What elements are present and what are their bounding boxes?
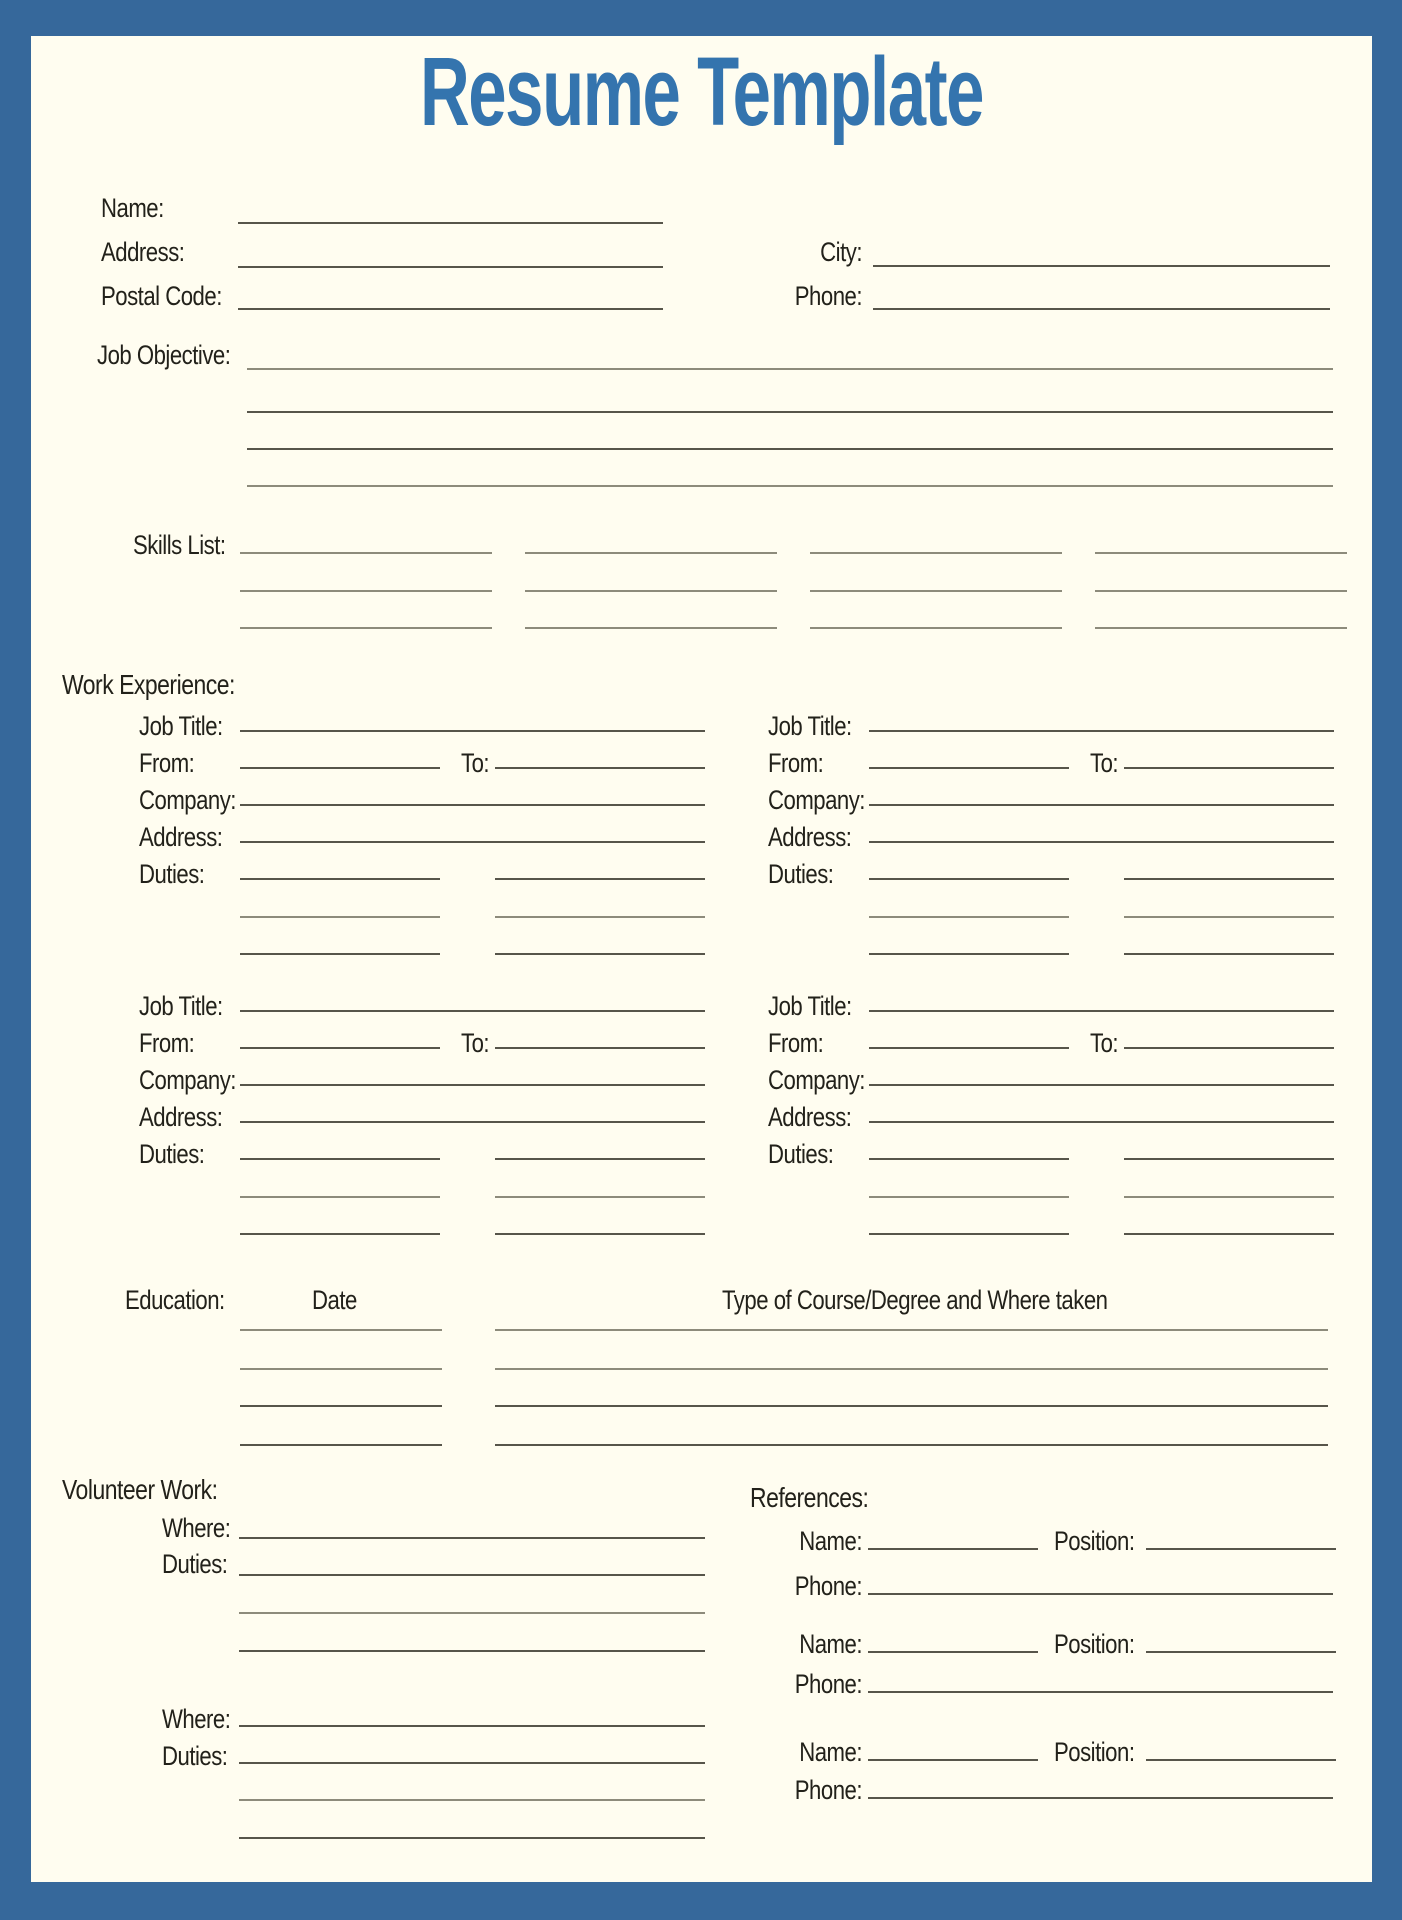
- ref-phone-line[interactable]: [868, 1691, 1333, 1693]
- duties-line[interactable]: [239, 1574, 705, 1576]
- duties-label: Duties:: [768, 1139, 834, 1169]
- duties-line[interactable]: [239, 1612, 705, 1614]
- ref-name-label: Name:: [799, 1526, 862, 1556]
- address-label: Address:: [139, 1102, 223, 1132]
- ref-phone-label: Phone:: [794, 1571, 862, 1601]
- from-label: From:: [768, 748, 824, 778]
- education-course-line[interactable]: [495, 1329, 1328, 1331]
- to-line[interactable]: [495, 1047, 705, 1049]
- job-objective-line[interactable]: [247, 411, 1333, 413]
- job-objective-label: Job Objective:: [97, 340, 231, 370]
- from-label: From:: [139, 1028, 195, 1058]
- ref-phone-label: Phone:: [794, 1669, 862, 1699]
- to-label: To:: [1090, 1028, 1119, 1058]
- duties-line[interactable]: [869, 1196, 1069, 1198]
- education-date-line[interactable]: [240, 1329, 442, 1331]
- duties-label: Duties:: [162, 1549, 228, 1579]
- references-heading: References:: [750, 1482, 869, 1513]
- ref-name-line[interactable]: [868, 1548, 1038, 1550]
- duties-line[interactable]: [1124, 1233, 1334, 1235]
- ref-position-line[interactable]: [1146, 1548, 1336, 1550]
- duties-line[interactable]: [240, 878, 440, 880]
- phone-label: Phone:: [794, 281, 862, 311]
- skills-line[interactable]: [525, 552, 777, 554]
- to-line[interactable]: [1124, 1047, 1334, 1049]
- ref-position-label: Position:: [1054, 1629, 1135, 1659]
- duties-line[interactable]: [240, 953, 440, 955]
- volunteer-work-heading: Volunteer Work:: [62, 1474, 218, 1505]
- skills-line[interactable]: [810, 552, 1062, 554]
- job-title-line[interactable]: [869, 1010, 1334, 1012]
- job-title-line[interactable]: [869, 730, 1334, 732]
- duties-line[interactable]: [239, 1650, 705, 1652]
- ref-position-line[interactable]: [1146, 1651, 1336, 1653]
- company-label: Company:: [768, 1065, 865, 1095]
- ref-name-label: Name:: [799, 1737, 862, 1767]
- job-title-label: Job Title:: [768, 991, 852, 1021]
- job-objective-line[interactable]: [247, 485, 1333, 487]
- ref-position-label: Position:: [1054, 1737, 1135, 1767]
- company-label: Company:: [139, 1065, 236, 1095]
- address-line[interactable]: [238, 266, 663, 268]
- job-title-line[interactable]: [240, 1010, 705, 1012]
- to-label: To:: [1090, 748, 1119, 778]
- ref-name-label: Name:: [799, 1629, 862, 1659]
- duties-line[interactable]: [869, 1158, 1069, 1160]
- duties-line[interactable]: [239, 1837, 705, 1839]
- job-objective-line[interactable]: [247, 368, 1333, 370]
- ref-phone-label: Phone:: [794, 1775, 862, 1805]
- company-line[interactable]: [869, 804, 1334, 806]
- duties-line[interactable]: [1124, 953, 1334, 955]
- from-line[interactable]: [869, 1047, 1069, 1049]
- job-title-label: Job Title:: [768, 711, 852, 741]
- to-line[interactable]: [1124, 767, 1334, 769]
- education-course-line[interactable]: [495, 1368, 1328, 1370]
- company-line[interactable]: [240, 1084, 705, 1086]
- ref-name-line[interactable]: [868, 1651, 1038, 1653]
- skills-line[interactable]: [240, 590, 492, 592]
- where-line[interactable]: [239, 1537, 705, 1539]
- address-label: Address:: [768, 822, 852, 852]
- skills-line[interactable]: [810, 627, 1062, 629]
- postal-code-line[interactable]: [238, 308, 663, 310]
- address-line[interactable]: [869, 1121, 1334, 1123]
- from-label: From:: [139, 748, 195, 778]
- duties-label: Duties:: [139, 1139, 205, 1169]
- postal-code-label: Postal Code:: [101, 281, 222, 311]
- duties-line[interactable]: [240, 1233, 440, 1235]
- duties-line[interactable]: [240, 1196, 440, 1198]
- education-course-line[interactable]: [495, 1444, 1328, 1446]
- duties-line[interactable]: [495, 916, 705, 918]
- duties-line[interactable]: [869, 878, 1069, 880]
- education-course-line[interactable]: [495, 1405, 1328, 1407]
- education-label: Education:: [125, 1285, 225, 1315]
- ref-name-line[interactable]: [868, 1759, 1038, 1761]
- skills-line[interactable]: [1095, 590, 1347, 592]
- address-line[interactable]: [869, 841, 1334, 843]
- company-label: Company:: [768, 785, 865, 815]
- from-line[interactable]: [240, 767, 440, 769]
- to-line[interactable]: [495, 767, 705, 769]
- job-title-label: Job Title:: [139, 711, 223, 741]
- duties-line[interactable]: [239, 1762, 705, 1764]
- skills-line[interactable]: [240, 627, 492, 629]
- job-title-line[interactable]: [240, 730, 705, 732]
- duties-line[interactable]: [869, 953, 1069, 955]
- where-label: Where:: [162, 1513, 231, 1543]
- duties-label: Duties:: [768, 859, 834, 889]
- from-label: From:: [768, 1028, 824, 1058]
- duties-line[interactable]: [1124, 1196, 1334, 1198]
- duties-line[interactable]: [495, 953, 705, 955]
- education-date-header: Date: [312, 1285, 357, 1315]
- company-line[interactable]: [240, 804, 705, 806]
- ref-position-label: Position:: [1054, 1526, 1135, 1556]
- where-label: Where:: [162, 1704, 231, 1734]
- education-course-header: Type of Course/Degree and Where taken: [722, 1285, 1108, 1315]
- duties-label: Duties:: [162, 1741, 228, 1771]
- skills-line[interactable]: [525, 627, 777, 629]
- address-line[interactable]: [240, 841, 705, 843]
- skills-line[interactable]: [1095, 552, 1347, 554]
- page-title: Resume Template: [419, 37, 984, 146]
- duties-line[interactable]: [869, 916, 1069, 918]
- duties-line[interactable]: [240, 916, 440, 918]
- duties-line[interactable]: [240, 1158, 440, 1160]
- city-line[interactable]: [873, 265, 1330, 267]
- ref-phone-line[interactable]: [868, 1797, 1333, 1799]
- duties-line[interactable]: [495, 878, 705, 880]
- skills-list-label: Skills List:: [133, 530, 226, 560]
- education-date-line[interactable]: [240, 1405, 442, 1407]
- address-label: Address:: [768, 1102, 852, 1132]
- duties-line[interactable]: [495, 1233, 705, 1235]
- ref-position-line[interactable]: [1146, 1759, 1336, 1761]
- name-label: Name:: [101, 193, 164, 223]
- duties-label: Duties:: [139, 859, 205, 889]
- duties-line[interactable]: [869, 1233, 1069, 1235]
- job-title-label: Job Title:: [139, 991, 223, 1021]
- address-label: Address:: [139, 822, 223, 852]
- to-label: To:: [461, 748, 490, 778]
- duties-line[interactable]: [1124, 1158, 1334, 1160]
- where-line[interactable]: [239, 1725, 705, 1727]
- education-date-line[interactable]: [240, 1368, 442, 1370]
- work-experience-heading: Work Experience:: [62, 669, 235, 700]
- skills-line[interactable]: [1095, 627, 1347, 629]
- company-label: Company:: [139, 785, 236, 815]
- ref-phone-line[interactable]: [868, 1593, 1333, 1595]
- duties-line[interactable]: [239, 1799, 705, 1801]
- resume-page: [31, 36, 1372, 1882]
- from-line[interactable]: [240, 1047, 440, 1049]
- name-line[interactable]: [238, 222, 663, 224]
- duties-line[interactable]: [1124, 878, 1334, 880]
- address-label: Address:: [101, 237, 185, 267]
- education-date-line[interactable]: [240, 1444, 442, 1446]
- skills-line[interactable]: [240, 552, 492, 554]
- job-objective-line[interactable]: [247, 448, 1333, 450]
- duties-line[interactable]: [495, 1196, 705, 1198]
- city-label: City:: [820, 237, 862, 267]
- phone-line[interactable]: [873, 308, 1330, 310]
- duties-line[interactable]: [1124, 916, 1334, 918]
- skills-line[interactable]: [525, 590, 777, 592]
- address-line[interactable]: [240, 1121, 705, 1123]
- to-label: To:: [461, 1028, 490, 1058]
- skills-line[interactable]: [810, 590, 1062, 592]
- company-line[interactable]: [869, 1084, 1334, 1086]
- duties-line[interactable]: [495, 1158, 705, 1160]
- from-line[interactable]: [869, 767, 1069, 769]
